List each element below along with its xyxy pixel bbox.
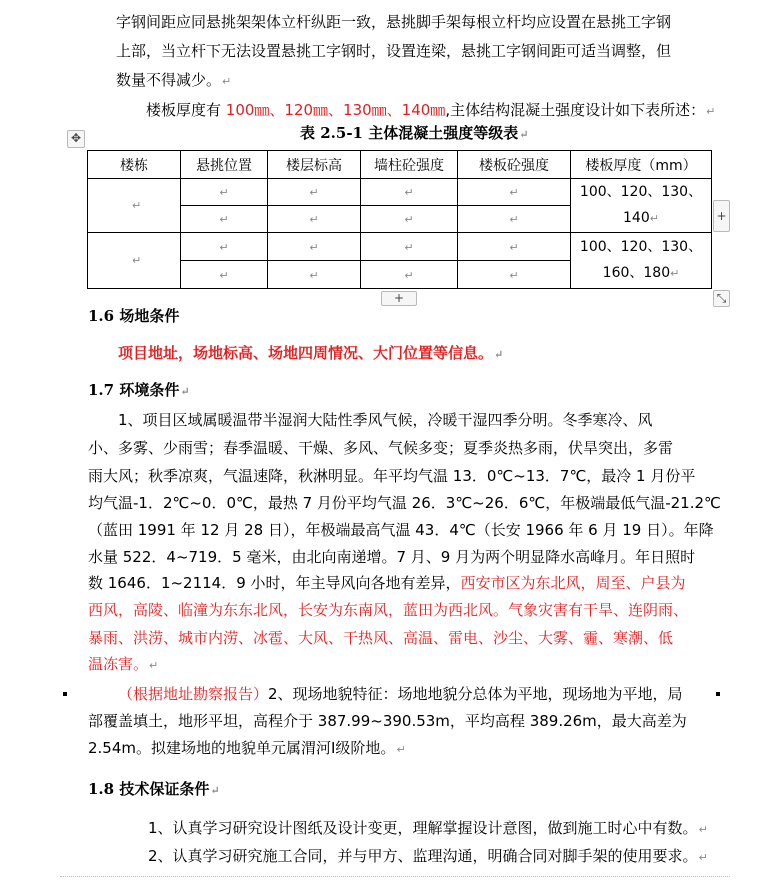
paragraph-bullet — [716, 692, 720, 696]
table-cell[interactable]: ↵ — [458, 206, 571, 233]
paragraph-line: （蓝田 1991 年 12 月 28 日），年极端最高气温 43．4℃（长安 1966 年 6 月 19 日）。年降 — [88, 521, 714, 539]
table-cell[interactable]: ↵ — [181, 261, 268, 289]
table-caption: 表 2.5-1 主体混凝土强度等级表↵ — [300, 124, 529, 142]
table-cell[interactable]: ↵ — [268, 261, 361, 289]
thickness-cell[interactable]: 100、120、130、 160、180↵ — [571, 233, 712, 289]
paragraph-mark: ↵ — [222, 75, 232, 88]
table-row — [88, 179, 712, 206]
building-cell[interactable]: ↵ — [88, 233, 181, 289]
thickness-cell[interactable]: 100、120、130、 140↵ — [571, 179, 712, 233]
paragraph-line: 字钢间距应同悬挑架架体立杆纵距一致，悬挑脚手架每根立杆均应设置在悬挑工字钢 — [116, 13, 672, 31]
header-cell[interactable]: 楼板砼强度 — [458, 151, 571, 179]
header-cell[interactable]: 楼板厚度（mm） — [571, 151, 712, 179]
paragraph-line: 部覆盖填土，地形平坦，高程介于 387.99~390.53m，平均高程 389.26m，最大高差为 — [88, 712, 687, 730]
table-cell[interactable]: ↵ — [268, 206, 361, 233]
table-cell[interactable]: ↵ — [181, 206, 268, 233]
paragraph-line: 2、认真学习研究施工合同，并与甲方、监理沟通，明确合同对脚手架的使用要求。↵ — [148, 847, 708, 865]
paragraph-line: 1、认真学习研究设计图纸及设计变更，理解掌握设计意图，做到施工时心中有数。↵ — [148, 819, 708, 837]
table-cell[interactable]: ↵ — [181, 179, 268, 206]
table-cell[interactable]: ↵ — [458, 261, 571, 289]
add-column-button[interactable]: + — [713, 200, 730, 232]
building-cell[interactable]: ↵ — [88, 179, 181, 233]
table-cell[interactable]: ↵ — [458, 179, 571, 206]
table-cell[interactable]: ↵ — [361, 179, 458, 206]
section-heading-1-7: 1.7 环境条件↵ — [88, 381, 190, 399]
add-row-button[interactable]: + — [381, 291, 417, 306]
paragraph-line: 上部，当立杆下无法设置悬挑工字钢时，设置连梁，悬挑工字钢间距可适当调整，但 — [116, 42, 672, 60]
paragraph-line: （根据地址勘察报告）2、现场地貌特征：场地地貌分总体为平地，现场地为平地，局 — [118, 685, 683, 703]
table-cell[interactable]: ↵ — [268, 233, 361, 261]
table-cell[interactable]: ↵ — [181, 233, 268, 261]
table-cell[interactable]: ↵ — [361, 233, 458, 261]
page-boundary-guide — [60, 876, 730, 878]
paragraph-line: 数量不得减少。↵ — [116, 71, 232, 89]
paragraph-line: 暴雨、洪涝、城市内涝、冰雹、大风、干热风、高温、雷电、沙尘、大雾、霾、寒潮、低 — [88, 629, 674, 647]
paragraph-line: 2.54m。拟建场地的地貌单元属渭河Ⅰ级阶地。↵ — [88, 739, 406, 757]
section-heading-1-6: 1.6 场地条件 — [88, 307, 180, 325]
table-move-handle-icon[interactable]: ✥ — [67, 130, 85, 148]
survey-report-note: （根据地址勘察报告） — [118, 685, 269, 703]
paragraph-line: 雨大风；秋季凉爽，气温速降，秋淋明显。年平均气温 13．0℃~13．7℃，最冷 1 月份平 — [88, 467, 696, 485]
paragraph-line: 数 1646．1~2114．9 小时，年主导风向各地有差异，西安市区为东北风，周至、户县为 — [88, 574, 686, 592]
paragraph-line: 西风，高陵、临潼为东东北风，长安为东南风，蓝田为西北风。气象灾害有干旱、连阴雨、 — [88, 601, 689, 619]
paragraph-line: 楼板厚度有 100㎜、120㎜、130㎜、140㎜,主体结构混凝土强度设计如下表所述：↵ — [146, 101, 716, 119]
header-cell[interactable]: 楼栋 — [88, 151, 181, 179]
section-heading-1-8: 1.8 技术保证条件↵ — [88, 780, 220, 798]
paragraph-bullet — [63, 692, 67, 696]
table-cell[interactable]: ↵ — [361, 206, 458, 233]
table-cell[interactable]: ↵ — [361, 261, 458, 289]
paragraph-line: 均气温-1．2℃~0．0℃，最热 7 月份平均气温 26．3℃~26．6℃，年极端最低气温-21.2℃ — [88, 494, 721, 512]
table-header-row — [88, 151, 712, 179]
concrete-strength-table — [87, 150, 712, 289]
header-cell[interactable]: 悬挑位置 — [181, 151, 268, 179]
table-cell[interactable]: ↵ — [268, 179, 361, 206]
table-resize-handle-icon[interactable]: ⤡ — [713, 290, 730, 307]
table-cell[interactable]: ↵ — [458, 233, 571, 261]
table-row — [88, 233, 712, 261]
site-conditions-note: 项目地址，场地标高、场地四周情况、大门位置等信息。↵ — [118, 344, 504, 362]
paragraph-line: 水量 522．4~719．5 毫米，由北向南递增。7 月、9 月为两个明显降水高峰月。年日照时 — [88, 548, 696, 566]
paragraph-line: 1、项目区域属暖温带半湿润大陆性季风气候，冷暖干湿四季分明。冬季寒冷、风 — [118, 411, 653, 429]
paragraph-line: 温冻害。↵ — [88, 655, 159, 673]
header-cell[interactable]: 墙柱砼强度 — [361, 151, 458, 179]
header-cell[interactable]: 楼层标高 — [268, 151, 361, 179]
paragraph-line: 小、多雾、少雨雪；春季温暖、干燥、多风、气候多变；夏季炎热多雨，伏旱突出，多雷 — [88, 439, 674, 457]
slab-thickness-values: 100㎜、120㎜、130㎜、140㎜ — [225, 101, 446, 119]
